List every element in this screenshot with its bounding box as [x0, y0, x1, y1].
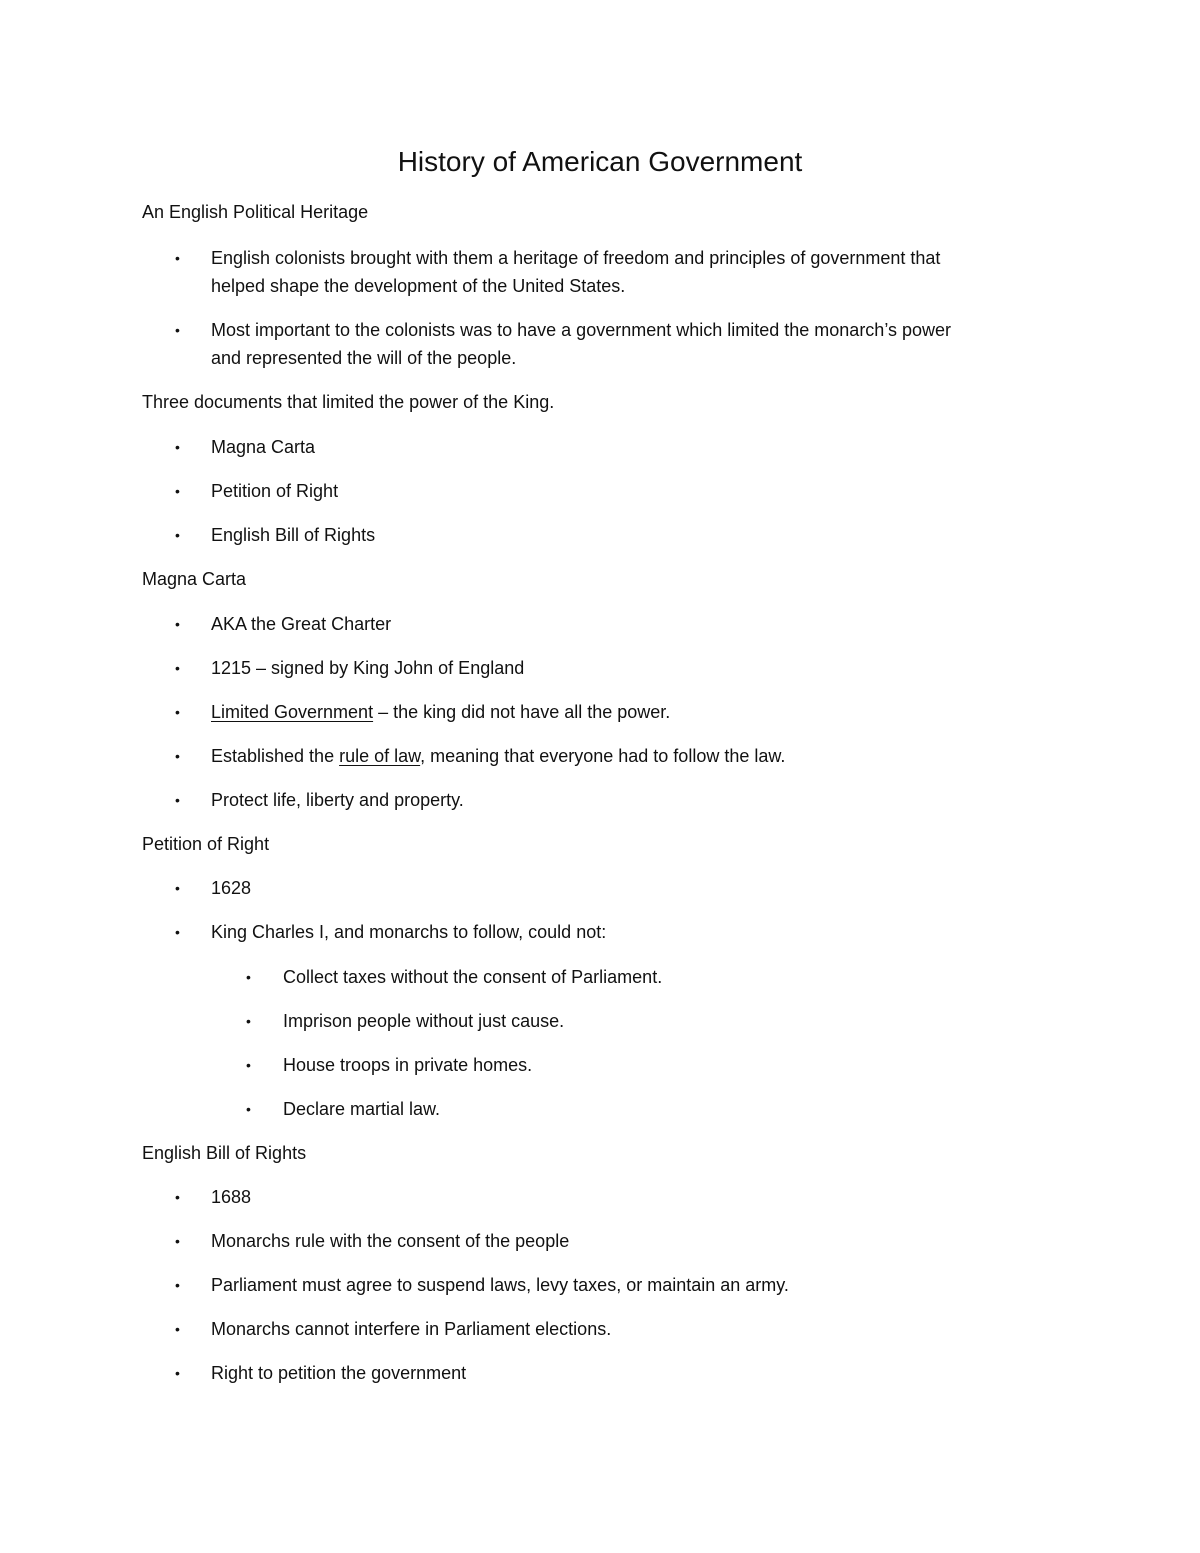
bullet-icon: • — [246, 969, 251, 985]
list-item: Magna Carta — [211, 437, 316, 457]
bullet-icon: • — [175, 1189, 180, 1205]
list-item: AKA the Great Charter — [211, 614, 392, 634]
section-heading-petition-of-right: Petition of Right — [142, 834, 270, 854]
list-item-text: Established the — [211, 746, 340, 766]
sub-list-item: Declare martial law. — [283, 1099, 441, 1119]
bullet-icon: • — [175, 880, 180, 896]
list-item: Monarchs rule with the consent of the people — [211, 1231, 570, 1251]
list-item-line: helped shape the development of the United States. — [211, 276, 626, 296]
bullet-icon: • — [175, 1365, 180, 1381]
list-item — [211, 742, 785, 770]
list-item-line: and represented the will of the people. — [211, 348, 517, 368]
section-heading-english-bill-of-rights: English Bill of Rights — [142, 1143, 307, 1163]
underlined-term: Limited Government — [211, 702, 374, 722]
sub-list-item: Imprison people without just cause. — [283, 1011, 565, 1031]
bullet-icon: • — [175, 322, 180, 338]
list-item: English Bill of Rights — [211, 525, 376, 545]
list-item-line: Most important to the colonists was to have a government which limited the monarch’s power — [211, 320, 952, 340]
page-title: History of American Government — [397, 146, 803, 177]
bullet-icon: • — [175, 616, 180, 632]
bullet-icon: • — [175, 439, 180, 455]
bullet-icon: • — [175, 527, 180, 543]
list-item: 1215 – signed by King John of England — [211, 658, 525, 678]
list-item: Petition of Right — [211, 481, 339, 501]
bullet-icon: • — [175, 1277, 180, 1293]
list-item-text: – the king did not have all the power. — [373, 702, 671, 722]
list-item: King Charles I, and monarchs to follow, could not: — [211, 922, 607, 942]
bullet-icon: • — [175, 660, 180, 676]
bullet-icon: • — [175, 924, 180, 940]
list-item-text: , meaning that everyone had to follow the law. — [420, 746, 786, 766]
bullet-icon: • — [175, 792, 180, 808]
bullet-icon: • — [175, 1321, 180, 1337]
bullet-icon: • — [175, 250, 180, 266]
list-item: 1628 — [211, 878, 252, 898]
bullet-icon: • — [175, 1233, 180, 1249]
bullet-icon: • — [175, 748, 180, 764]
sub-list-item: Collect taxes without the consent of Parliament. — [283, 967, 663, 987]
list-item: 1688 — [211, 1187, 252, 1207]
list-item: Right to petition the government — [211, 1363, 467, 1383]
bullet-icon: • — [246, 1013, 251, 1029]
underlined-term: rule of law — [339, 746, 421, 766]
bullet-icon: • — [175, 704, 180, 720]
section-heading-magna-carta: Magna Carta — [142, 569, 247, 589]
list-item — [211, 698, 670, 726]
list-item-line: English colonists brought with them a heritage of freedom and principles of government that — [211, 248, 941, 268]
bullet-icon: • — [246, 1101, 251, 1117]
bullet-icon: • — [246, 1057, 251, 1073]
section-heading-three-documents: Three documents that limited the power of the King. — [142, 392, 555, 412]
sub-list-item: House troops in private homes. — [283, 1055, 533, 1075]
list-item: Monarchs cannot interfere in Parliament elections. — [211, 1319, 612, 1339]
list-item: Protect life, liberty and property. — [211, 790, 464, 810]
bullet-icon: • — [175, 483, 180, 499]
section-heading-heritage: An English Political Heritage — [142, 202, 369, 222]
list-item: Parliament must agree to suspend laws, levy taxes, or maintain an army. — [211, 1275, 789, 1295]
